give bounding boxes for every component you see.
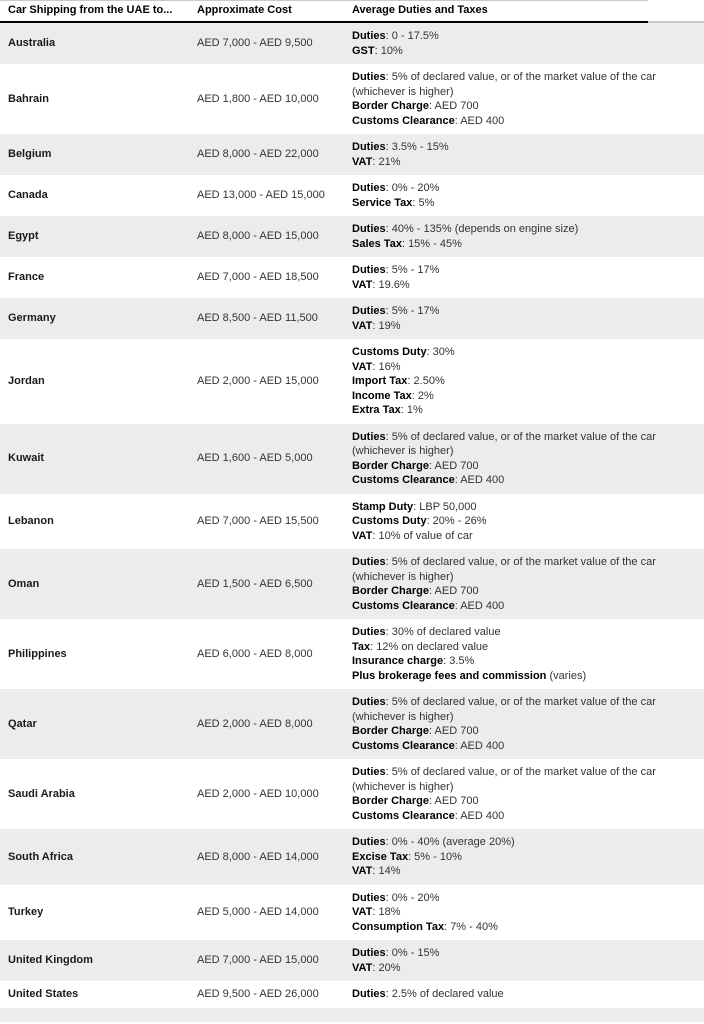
tax-label: Customs Clearance [352,599,455,612]
tax-line [352,29,694,44]
country-cell: Germany [8,312,56,325]
tax-label: Border Charge [352,459,430,472]
country-cell: Australia [8,37,56,50]
cost-cell: AED 9,500 - AED 26,000 [197,988,319,1000]
tax-label: Stamp Duty [352,500,414,513]
country-cell: France [8,271,45,284]
tax-label: Import Tax [352,375,408,387]
taxes-cell [344,298,704,339]
taxes-cell [344,494,704,550]
taxes-cell [344,689,704,759]
taxes-cell [344,175,704,216]
tax-line [352,114,694,129]
tax-value: : 5% - 10% [408,850,462,863]
tax-label: VAT [352,961,373,974]
tax-value: : 18% [372,906,401,918]
tax-line [352,905,694,920]
cost-cell: AED 2,000 - AED 8,000 [197,717,313,730]
taxes-cell [344,885,704,941]
tax-line [352,891,694,906]
cost-cell: AED 1,800 - AED 10,000 [197,92,319,105]
cost-cell: AED 13,000 - AED 15,000 [197,189,325,202]
tax-label: Duties [352,891,386,904]
tax-line [352,403,694,418]
tax-label: Duties [352,836,386,848]
table-row [0,64,704,134]
tax-label: Consumption Tax [352,920,445,933]
tax-value: : AED 700 [429,795,479,807]
country-cell: United States [8,988,79,1000]
tax-label: VAT [352,529,373,542]
tax-line [352,625,694,640]
taxes-cell [344,424,704,494]
tax-label: Border Charge [352,795,430,807]
tax-label: VAT [352,319,373,332]
tax-label: Duties [352,30,386,42]
table-row [0,134,704,175]
tax-line [352,196,694,211]
tax-line [352,473,694,488]
tax-value: : 5% of declared value, or of the market value of the car (whichever is higher) [352,696,656,723]
tax-line [352,155,694,170]
tax-line [352,500,694,515]
tax-value: : 2.5% of declared value [385,988,504,1000]
table-row [0,885,704,941]
cost-cell: AED 8,500 - AED 11,500 [197,312,318,325]
tax-line [352,987,694,1002]
cost-cell: AED 7,000 - AED 9,500 [197,37,313,50]
tax-label: Duties [352,305,386,317]
tax-label: Customs Clearance [352,114,455,127]
tax-value: : 1% [400,404,423,416]
tax-label: Customs Duty [352,515,427,527]
tax-line [352,920,694,935]
tax-value: : AED 400 [454,739,505,752]
tax-label: Duties [352,766,386,778]
tax-value: : 14% [372,865,401,877]
tax-line [352,237,694,252]
tax-value: : 40% - 135% (depends on engine size) [385,223,579,235]
taxes-cell [344,759,704,829]
tax-label: Customs Duty [352,346,427,358]
taxes-cell [344,940,704,981]
tax-value: : 0% - 15% [385,947,440,959]
tax-value: : 19.6% [372,278,410,291]
tax-value: : AED 700 [429,459,479,472]
tax-value: : 0 - 17.5% [385,30,439,42]
header-country-column: Car Shipping from the UAE to... [8,4,173,16]
country-cell: Bahrain [8,92,49,105]
country-cell: Qatar [8,717,37,730]
tax-value: : 0% - 20% [385,891,440,904]
country-cell: Lebanon [8,515,54,527]
tax-line [352,304,694,319]
tax-label: Border Charge [352,725,430,737]
header-taxes-column: Average Duties and Taxes [352,4,488,16]
tax-value: : 5% of declared value, or of the market value of the car (whichever is higher) [352,71,656,98]
country-cell: Kuwait [8,452,45,465]
country-cell: Belgium [8,148,52,161]
country-cell: Philippines [8,647,67,660]
cost-cell: AED 2,000 - AED 15,000 [197,375,319,387]
tax-value: : 20% [372,961,401,974]
tax-line [352,809,694,824]
tax-line [352,514,694,529]
country-cell: Oman [8,577,40,590]
tax-label: Duties [352,696,386,708]
taxes-cell [344,339,704,424]
tax-line [352,794,694,809]
taxes-cell [344,23,704,64]
tax-line [352,599,694,614]
tax-line [352,835,694,850]
tax-label: Duties [352,556,386,568]
tax-value: : 20% - 26% [426,515,487,527]
tax-label: Duties [352,430,386,443]
tax-line [352,389,694,404]
tax-value: : 5% of declared value, or of the market value of the car (whichever is higher) [352,766,656,793]
tax-label: Duties [352,71,386,83]
header-cost-column: Approximate Cost [197,4,292,16]
tax-label: Income Tax [352,389,412,402]
table-row [0,829,704,885]
country-cell: Canada [8,189,48,202]
tax-value: : AED 400 [454,474,505,486]
country-cell: Saudi Arabia [8,787,75,800]
tax-line [352,44,694,59]
tax-label: VAT [352,865,373,877]
tax-line [352,345,694,360]
table-row [0,424,704,494]
country-cell: Turkey [8,906,44,918]
tax-line [352,529,694,544]
table-row [0,339,704,424]
tax-line [352,961,694,976]
cost-cell: AED 8,000 - AED 14,000 [197,850,319,863]
taxes-cell [344,981,704,1008]
tax-line [352,319,694,334]
tax-value: : 19% [372,319,401,332]
tax-label: Duties [352,988,386,1000]
tax-label: Excise Tax [352,850,409,863]
tax-value: : 3.5% - 15% [385,141,449,153]
table-row [0,619,704,689]
taxes-cell [344,134,704,175]
tax-line [352,360,694,375]
tax-label: GST [352,44,375,57]
tax-label: Border Charge [352,100,430,112]
tax-label: Duties [352,947,386,959]
tax-label: Duties [352,626,386,638]
tax-value: : 15% - 45% [401,237,462,250]
table-row [0,759,704,829]
tax-label: Duties [352,264,386,276]
cost-cell: AED 7,000 - AED 18,500 [197,271,319,284]
tax-value: : 7% - 40% [444,920,498,933]
tax-value: : 0% - 20% [385,182,440,194]
tax-value: : LBP 50,000 [413,500,477,513]
tax-value: : 30% [426,346,455,358]
cost-cell: AED 7,000 - AED 15,500 [197,515,319,527]
cost-cell: AED 8,000 - AED 22,000 [197,148,319,161]
tax-value: : AED 400 [454,114,505,127]
table-row [0,689,704,759]
tax-value: : 2.50% [407,375,445,387]
tax-label: Service Tax [352,196,413,209]
tax-label: VAT [352,906,373,918]
tax-label: Duties [352,182,386,194]
tax-line [352,140,694,155]
taxes-cell [344,829,704,885]
tax-label: Sales Tax [352,237,402,250]
cost-cell: AED 6,000 - AED 8,000 [197,647,313,660]
tax-line [352,850,694,865]
tax-line [352,99,694,114]
tax-label: Border Charge [352,585,430,597]
table-row [0,494,704,550]
country-cell: Egypt [8,230,39,243]
tax-value: : AED 400 [454,809,505,822]
tax-value: : 0% - 40% (average 20%) [385,836,515,848]
tax-value: : 21% [372,155,401,168]
tax-value: : 16% [372,360,401,373]
tax-value: : 5% [412,196,435,209]
tax-line [352,430,694,459]
taxes-cell [344,257,704,298]
tax-value: : 2% [411,389,434,402]
tax-line [352,724,694,739]
tax-label: VAT [352,155,373,168]
tax-line [352,765,694,794]
table-body [0,23,704,1008]
tax-line [352,459,694,474]
tax-line [352,640,694,655]
table-row [0,23,704,64]
tax-line [352,263,694,278]
table-row [0,216,704,257]
cost-cell: AED 2,000 - AED 10,000 [197,787,319,800]
table-row [0,257,704,298]
tax-line [352,654,694,669]
tax-label: Insurance charge [352,655,444,667]
tax-value: : AED 700 [429,100,479,112]
tax-label: VAT [352,278,373,291]
tax-line [352,695,694,724]
cost-cell: AED 5,000 - AED 14,000 [197,906,319,918]
tax-value: : 3.5% [443,655,475,667]
tax-line [352,864,694,879]
taxes-cell [344,619,704,689]
tax-value: : 10% of value of car [372,529,473,542]
tax-line [352,181,694,196]
tax-value: (varies) [546,669,587,682]
tax-value: : 10% [374,44,403,57]
tax-label: Extra Tax [352,404,401,416]
tax-label: Plus brokerage fees and commission [352,669,547,682]
country-cell: United Kingdom [8,954,93,967]
table-header-row [0,1,704,21]
taxes-cell [344,64,704,134]
tax-value: : AED 400 [454,599,505,612]
cost-cell: AED 8,000 - AED 15,000 [197,230,319,243]
tax-line [352,222,694,237]
tax-label: VAT [352,360,373,373]
tax-value: : AED 700 [429,725,479,737]
tax-line [352,946,694,961]
tax-value: : 5% of declared value, or of the market value of the car (whichever is higher) [352,430,656,457]
tax-value: : AED 700 [429,585,479,597]
table-row [0,175,704,216]
tax-line [352,555,694,584]
tax-label: Customs Clearance [352,809,455,822]
tax-label: Customs Clearance [352,474,455,486]
tax-line [352,374,694,389]
next-row-strip [0,1008,704,1022]
table-row [0,981,704,1008]
cost-cell: AED 1,600 - AED 5,000 [197,452,313,465]
cost-cell: AED 1,500 - AED 6,500 [197,577,313,590]
table-row [0,549,704,619]
taxes-cell [344,549,704,619]
taxes-cell [344,216,704,257]
tax-label: Duties [352,223,386,235]
tax-value: : 5% - 17% [385,305,440,317]
tax-label: Tax [352,640,371,653]
country-cell: Jordan [8,375,45,387]
tax-line [352,669,694,684]
tax-value: : 30% of declared value [385,626,501,638]
tax-line [352,278,694,293]
tax-line [352,70,694,99]
tax-label: Customs Clearance [352,739,455,752]
tax-line [352,739,694,754]
table-row [0,940,704,981]
tax-value: : 12% on declared value [370,640,489,653]
table-row [0,298,704,339]
country-cell: South Africa [8,850,73,863]
tax-label: Duties [352,141,386,153]
tax-value: : 5% of declared value, or of the market value of the car (whichever is higher) [352,556,656,583]
tax-line [352,584,694,599]
tax-value: : 5% - 17% [385,264,440,276]
cost-cell: AED 7,000 - AED 15,000 [197,954,319,967]
